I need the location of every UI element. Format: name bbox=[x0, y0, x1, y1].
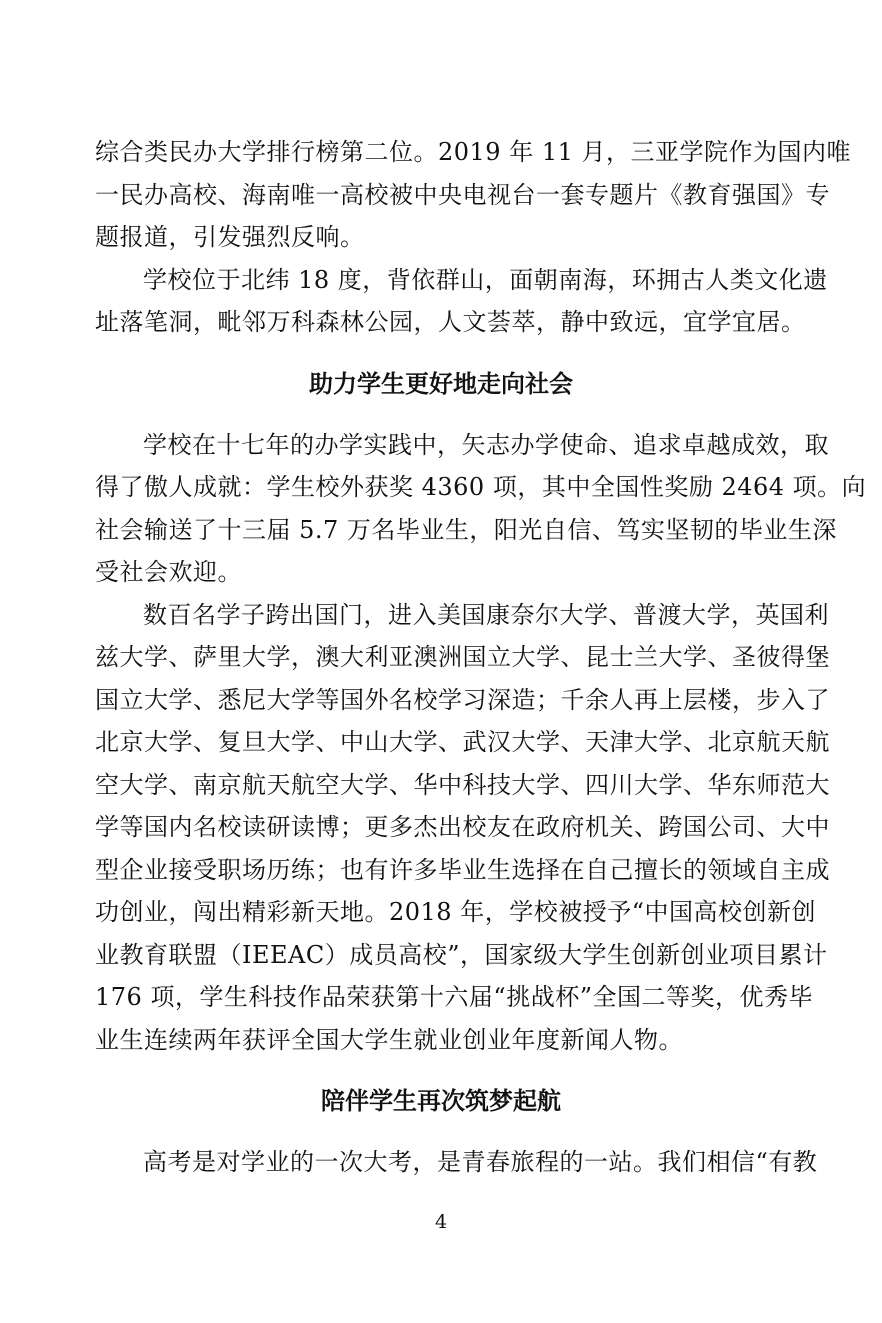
paragraph-line: 社会输送了十三届 5.7 万名毕业生，阳光自信、笃实坚韧的毕业生深 bbox=[95, 516, 837, 544]
paragraph-line: 学校位于北纬 18 度，背依群山，面朝南海，环拥古人类文化遗 bbox=[143, 266, 828, 294]
paragraph-line: 学校在十七年的办学实践中，矢志办学使命、追求卓越成效，取 bbox=[143, 431, 829, 459]
section-heading: 助力学生更好地走向社会 bbox=[309, 369, 573, 398]
paragraph-line: 兹大学、萨里大学，澳大利亚澳洲国立大学、昆士兰大学、圣彼得堡 bbox=[95, 643, 830, 671]
paragraph-line: 一民办高校、海南唯一高校被中央电视台一套专题片《教育强国》专 bbox=[95, 181, 830, 209]
paragraph-line: 176 项，学生科技作品荣获第十六届“挑战杯”全国二等奖，优秀毕 bbox=[95, 983, 813, 1011]
paragraph-line: 空大学、南京航天航空大学、华中科技大学、四川大学、华东师范大 bbox=[95, 771, 830, 799]
paragraph-line: 业生连续两年获评全国大学生就业创业年度新闻人物。 bbox=[95, 1026, 683, 1054]
paragraph-line: 题报道，引发强烈反响。 bbox=[95, 223, 365, 251]
paragraph-line: 学等国内名校读研读博；更多杰出校友在政府机关、跨国公司、大中 bbox=[95, 813, 830, 841]
paragraph-line: 数百名学子跨出国门，进入美国康奈尔大学、普渡大学，英国利 bbox=[143, 601, 829, 629]
page-number: 4 bbox=[434, 1211, 448, 1233]
paragraph-line: 功创业，闯出精彩新天地。2018 年，学校被授予“中国高校创新创 bbox=[95, 898, 816, 926]
paragraph-line: 址落笔洞，毗邻万科森林公园，人文荟萃，静中致远，宜学宜居。 bbox=[95, 308, 806, 336]
paragraph-line: 得了傲人成就：学生校外获奖 4360 项，其中全国性奖励 2464 项。向 bbox=[95, 473, 867, 501]
section-heading: 陪伴学生再次筑梦起航 bbox=[321, 1086, 561, 1115]
paragraph-line: 高考是对学业的一次大考，是青春旅程的一站。我们相信“有教 bbox=[143, 1148, 818, 1176]
paragraph-line: 业教育联盟（IEEAC）成员高校”，国家级大学生创新创业项目累计 bbox=[95, 941, 828, 969]
paragraph-line: 国立大学、悉尼大学等国外名校学习深造；千余人再上层楼，步入了 bbox=[95, 686, 830, 714]
paragraph-line: 北京大学、复旦大学、中山大学、武汉大学、天津大学、北京航天航 bbox=[95, 728, 830, 756]
paragraph-line: 型企业接受职场历练；也有许多毕业生选择在自己擅长的领域自主成 bbox=[95, 856, 830, 884]
paragraph-line: 受社会欢迎。 bbox=[95, 558, 242, 586]
paragraph-line: 综合类民办大学排行榜第二位。2019 年 11 月，三亚学院作为国内唯 bbox=[95, 138, 852, 166]
